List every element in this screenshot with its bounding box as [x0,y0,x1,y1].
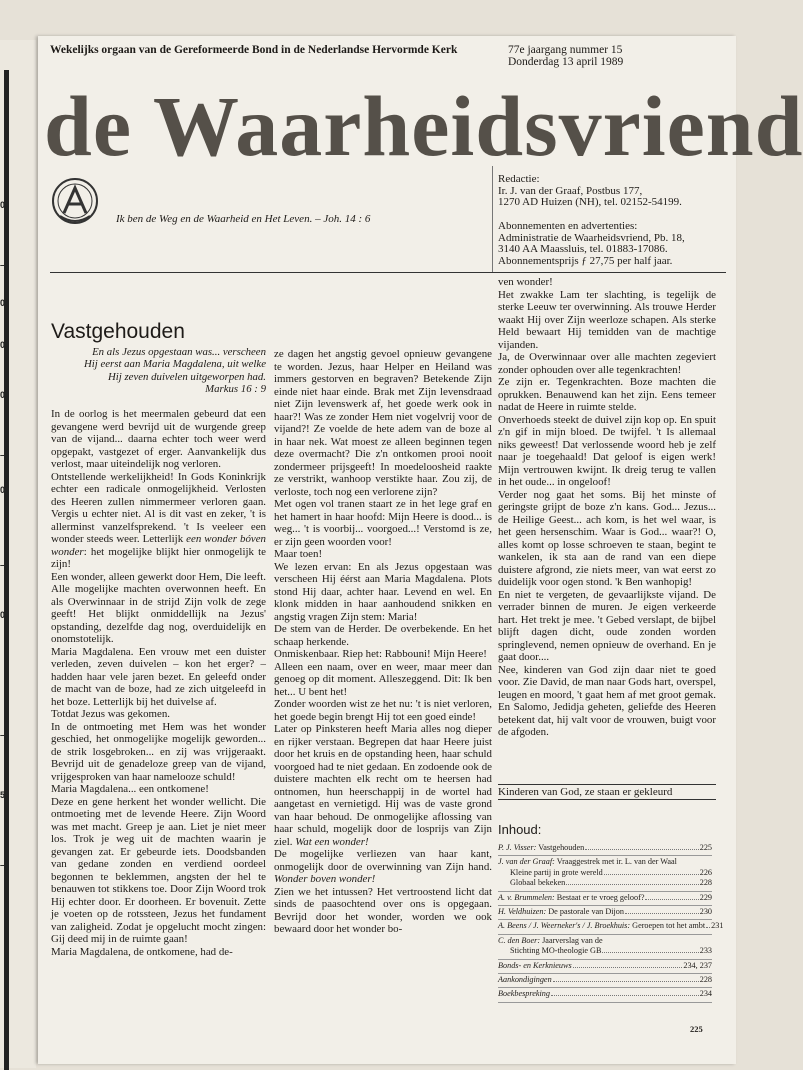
page-number: 225 [690,1024,703,1034]
redaction-line: Redactie: [498,173,540,185]
toc-entry [498,892,712,906]
toc-line [498,961,712,971]
toc-leader [585,849,699,850]
toc-line [498,946,712,956]
toc-title: Globaal bekeken [510,878,566,888]
toc-author: A. v. Brummelen: [498,892,555,902]
article-continuation-line: Kinderen van God, ze staan er gekleurd [498,784,716,800]
paragraph-text: : het mogelijke blijkt hier onmogelijk te zijn! [51,545,266,570]
spine-mark: – [0,860,6,870]
emphasis-text: een wonder bóven wonder [51,533,266,558]
toc-text [510,878,565,888]
toc-author: J. van der Graaf: [498,857,555,867]
toc-author: Boekbespreking [498,989,550,999]
toc-page: 230 [699,907,712,917]
toc-page: 234, 237 [683,960,712,970]
emphasis-text: Wonder boven wonder! [274,873,376,885]
spine-mark: 0 [0,485,6,495]
subscription-line: Administratie de Waarheidsvriend, Pb. 18, [498,231,685,244]
paragraph: Zien we het intussen? Het vertroostend licht dat sinds de paasochtend over ons is opgegaan. Bevrijd door het wonder, worden we ook bewaard door het wonder bo- [274,885,492,935]
toc-title: Jaarverslag van de [542,935,603,945]
epigraph-text: En als Jezus opgestaan was... verscheen Hij eerst aan Maria Magdalena, uit welke Hij zeven duivelen uitgeworpen had. [83,346,266,383]
subscription-line: 3140 AA Maassluis, tel. 01883-17086. [498,243,668,256]
toc-text [510,946,601,956]
subscription-block [498,221,733,267]
paragraph: Onmiskenbaar. Riep het: Rabbouni! Mijn Heere! [274,648,487,660]
contents-title: Inhoud: [498,822,542,837]
toc-text [498,975,552,985]
paragraph-text: Later op Pinksteren heeft Maria alles nog dieper en rijker verstaan. Begrepen dat haar Heere juist door het kruis en de opstanding heen, haar schuld voorgoed had te niet gedaan. En zodoende ook de duistere machten elk recht om te heersen had ontnomen, hun heerschappij in de wortel had aangetast en vernietigd. Hij was de vaste grond van haar behoud. De onmogelijke aflossing van haar schuld, mogelijk door de losprijs van Zijn ziel. [274,723,492,848]
toc-text [510,868,603,878]
paragraph: Verder nog gaat het soms. Bij het minste of geringste grijpt de boze z'n kans. God... Jezus... de Heilige Geest... ach kom, is het wel waar, is het geen hersenschim. Waar is God... waar?! O, alles komt op losse schroeven te staan, begint te wankelen, ik sta aan de rand van een diepe duistere afgrond, zie niets meer, van wat eerst zo duidelijk voor ogen stond. 'k Ben wanhopig! [498,488,716,588]
toc-entry [498,960,712,974]
toc-entry [498,974,712,988]
toc-entry [498,842,712,856]
toc-title: Bestaat er te vroeg geloof? [556,892,645,902]
toc-author: Bonds- en Kerknieuws [498,960,572,970]
toc-line [498,921,724,931]
paragraph: Alleen een naam, over en weer, maar meer dan genoeg op dit moment. Alleszeggend. Dit: Ik ben het... U bent het! [274,660,492,698]
toc-page: 229 [699,892,712,902]
toc-author: Aankondigingen [498,975,552,985]
epigraph-reference: Markus 16 : 9 [205,383,266,396]
paragraph [51,471,266,571]
toc-text [498,921,705,931]
toc-author: C. den Boer: [498,935,541,945]
spine-mark: 0 [0,298,6,308]
toc-title: Vastgehouden [538,843,585,852]
toc-author: P. J. Visser: [498,843,537,852]
redaction-line: Ir. J. van der Graaf, Postbus 177, [498,184,643,197]
toc-page: 228 [699,878,712,888]
alpha-omega-logo-icon [50,176,100,226]
masthead-tagline: Wekelijks orgaan van de Gereformeerde Bond in de Nederlandse Hervormde Kerk [50,44,458,56]
masthead-title: de Waarheidsvriend [44,78,803,174]
spine-mark: – [0,730,6,740]
toc-leader [645,899,698,900]
paragraph: ven wonder! [498,276,553,288]
toc-leader [625,913,699,914]
paragraph: Maria Magdalena... een ontkomene! [51,783,209,795]
issue-number: 77e jaargang nummer 15 [508,44,623,56]
newspaper-page [38,36,803,1064]
paragraph: Maria Magdalena. Een vrouw met een duister verleden, zeven duivelen – kon het erger? – hadden haar vele jaren bezet. En geleefd onder de macht van de boze, had ze zich uitgeleefd in het boze. Letterlijk bij het duivelse af. [51,645,266,708]
toc-line [498,843,712,853]
toc-text [498,907,624,917]
spine-border [4,70,37,1070]
article-column-3 [498,276,716,739]
spine-mark: 0 [0,340,6,350]
toc-author: H. Veldhuizen: [498,907,547,917]
toc-text [498,857,677,867]
toc-page: 228 [699,975,712,985]
toc-title: Geroepen tot het ambt [632,921,706,931]
toc-line [498,893,712,903]
spine-mark: 0 [0,610,6,620]
paragraph: Nee, kinderen van God zijn daar niet te goed voor. Zie David, de man naar Gods hart, overspel, leugen en moord, 't gaat hem af met groot gemak. En Salomo, Jedidja geheten, geliefde des Heeren betekent dat, hij valt voor de vrouwen, buigt voor de afgoden. [498,663,716,738]
toc-title: De pastorale van Dijon [548,907,624,917]
toc-leader [602,952,698,953]
paragraph: ze dagen het angstig gevoel opnieuw gevangene te worden. Jezus, haar Helper en Heiland was immers gestorven en begraven? Betekende Zijn einde niet haar einde. Brak met Zijn levensdraad niet Zijn levenswerk af, het goede werk ook in haar?! Was ze zonder Hem niet vogelvrij voor de vijand?! Ze voelde de hete adem van de boze al in haar nek. Wat moest ze alleen beginnen tegen deze overmacht? Die z'n ontkomen prooi nooit zondermeer prijsgeeft! In moedeloosheid raakte ze verstrikt, wanhoop verstikte haar. Zou zij, de verloste, toch nog een verlorene zijn? [274,348,492,498]
redaction-line: 1270 AD Huizen (NH), tel. 02152-54199. [498,196,682,209]
toc-leader [553,981,699,982]
toc-entry [498,856,712,891]
toc-text [498,936,603,946]
paragraph: In de oorlog is het meermalen gebeurd dat een gevangene werd bevrijd uit de wurgende greep van de vijand... daarna echter toch weer werd opgepakt, vastgezet of erger. Aanvankelijk dus verlost, maar uiteindelijk nog verloren. [51,408,266,470]
paragraph: Met ogen vol tranen staart ze in het lege graf en het hamert in haar hoofd: Mijn Heere is dood... is weg... 't is voorbij... voorgoed...! Verstomd is ze, er zijn geen woorden voor! [274,498,492,548]
paragraph: Zonder woorden wist ze het nu: 't is niet verloren, het goede begin brengt Hij tot een goed einde! [274,698,492,723]
toc-line [498,868,712,878]
paragraph: Onverhoeds steekt de duivel zijn kop op. En spuit z'n gif in mijn bloed. De twijfel. 't Is allemaal niks geweest! Dat verlossende woord heb je zelf naar je toegehaald! Dat geloof is eigen werk! Mijn vertrouwen kwijnt. Ik dreig terug te vallen in het oude... in ongeloof! [498,413,716,488]
toc-title: Kleine partij in grote wereld [510,867,603,877]
spine-mark: 5 [0,790,6,800]
redaction-block [498,174,733,209]
paragraph: Totdat Jezus was gekomen. [51,708,171,720]
paragraph: Deze en gene herkent het wonder wellicht. Die ontmoeting met de levende Heere. Zijn Woord was met macht. Greep je aan. Liet je niet meer los. Trok je weg uit de machten waarin je gevangen zat. Er gebeurde iets. Doodsbanden van gedane zonden en verdiend oordeel begonnen te beklemmen, angsten der hel te benauwen tot stikkens toe. Door Zijn Woord trok Hij echter door. Er doorheen. Er bovenuit. Zette je voeten op de rotssteen, Jezus het fundament van zaligheid. Zodat je opgelucht mocht zingen: Gij deed mij in de ruimte gaan! [51,795,266,945]
issue-date: Donderdag 13 april 1989 [508,56,624,68]
toc-page: 226 [699,867,712,877]
toc-leader [551,995,699,996]
paragraph-text: Ontstellende werkelijkheid! In Gods Koninkrijk echter een radicale onmogelijkheid. Verlosten des Heeren zullen nimmermeer verloren gaan. Vergis u echter niet. Al is dit vast en zeker, 't is allerminst vanzelfsprekend. 't Is veeleer een wonder steeds weer. Letterlijk [51,470,266,545]
toc-line [498,878,712,888]
toc-page: 234 [699,989,712,999]
paragraph: Een wonder, alleen gewerkt door Hem, Die leeft. Alle mogelijke machten overwonnen heeft. En als Overwinnaar in de strijd Zijn volk de zege geeft! Het blijkt onmiddellijk na Jezus' opstanding, dezelfde dag nog, overduidelijk en onomstotelijk. [51,570,266,645]
article-epigraph [78,346,266,396]
toc-text [498,893,644,903]
toc-line [498,857,712,867]
paragraph: Maar toen! [274,548,323,560]
toc-entry [498,920,724,934]
toc-author: A. Beens / J. Weerneker's / J. Broekhuis: [498,921,631,931]
subscription-line: Abonnementsprijs ƒ 27,75 per half jaar. [498,254,673,267]
toc-page: 225 [699,843,712,852]
toc-entry [498,906,712,920]
toc-leader [573,967,683,968]
paragraph: En niet te vergeten, de gevaarlijkste vijand. De verrader binnen de muren. Je eigen verkeerde hart. Het trekt je mee. 't Gebed verslapt, de bijbel blijft dagen dicht, oude zonden worden springlevend, nemen opnieuw de overhand. En je gaat door.... [498,588,716,663]
toc-text [498,989,550,999]
masthead-motto: Ik ben de Weg en de Waarheid en Het Leven. – Joh. 14 : 6 [116,213,371,225]
paragraph: De stem van de Herder. De overbekende. En het schaap herkende. [274,623,492,648]
emphasis-text: Wat een wonder! [295,835,369,848]
article-title: Vastgehouden [51,320,185,343]
toc-page: 231 [711,921,724,931]
toc-leader [566,884,698,885]
paragraph: Maria Magdalena, de ontkomene, had de- [51,945,233,958]
spine-mark: 0 [0,390,6,400]
spine-mark: 0 [0,200,6,210]
paragraph: Ze zijn er. Tegenkrachten. Boze machten die oprukken. Benauwend kan het zijn. Eens temeer nadat de Heere in ruimte stelde. [498,376,716,413]
paragraph: We lezen ervan: En als Jezus opgestaan was verscheen Hij éérst aan Maria Magdalena. Plots stond Hij daar, achter haar. Levend en wel. En klonk midden in haar aanhoudend snikken en angstig vragen Zijn stem: Maria! [274,560,492,623]
paragraph: In de ontmoeting met Hem was het wonder geschied, het onmogelijke mogelijk geworden... de strik losgebroken... en zij was vrijgeraakt. Bevrijd uit de genadeloze greep van de vijand, vrijgesproken van haar namelooze schuld! [51,720,266,783]
toc-leader [706,927,710,928]
toc-text [498,843,584,853]
toc-page: 233 [699,946,712,956]
toc-entry [498,988,712,1002]
article-column-1 [51,408,266,958]
paragraph [274,723,492,848]
issue-info [508,44,623,68]
table-of-contents [498,842,724,1003]
masthead-rule [50,272,726,273]
toc-line [498,989,712,999]
spine-mark: – [0,260,6,270]
adjacent-page-spine [0,40,36,1068]
toc-leader [604,874,699,875]
toc-entry [498,935,712,960]
toc-text [498,961,572,971]
subscription-line: Abonnementen en advertenties: [498,220,638,232]
toc-title: Vraaggestrek met ir. L. van der Waal [556,857,677,867]
paragraph: Ja, de Overwinnaar over alle machten zegeviert zonder ophouden over alle tegenkrachten! [498,351,716,376]
toc-line [498,907,712,917]
paragraph: Het zwakke Lam ter slachting, is tegelijk de sterke Leeuw ter overwinning. Als trouwe Herder waakt Hij over Zijn weerloze schapen. Als sterke Held bewaart Hij temidden van de machtige vijanden. [498,288,716,351]
article-column-2 [274,348,492,936]
masthead-divider [492,166,493,272]
toc-line [498,975,712,985]
spine-mark: – [0,450,6,460]
toc-line [498,936,712,946]
spine-mark: – [0,560,6,570]
paragraph [274,848,492,886]
paragraph-text: De mogelijke verliezen van haar kant, onmogelijk door de overwinning van Zijn hand. [274,848,492,873]
toc-title: Stichting MO-theologie GB [510,946,602,956]
